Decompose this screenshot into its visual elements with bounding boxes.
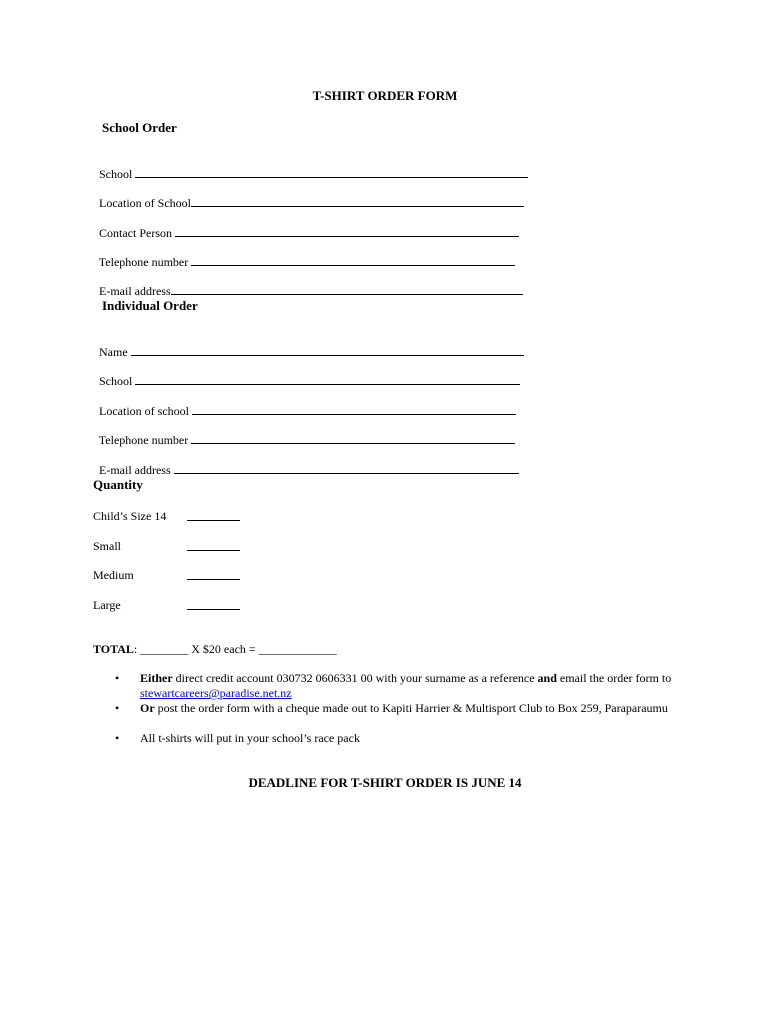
ind-telephone-field-row xyxy=(93,418,515,447)
location-field-row xyxy=(93,181,524,210)
school-field-line[interactable] xyxy=(135,166,528,178)
total-qty-blank[interactable]: ________ xyxy=(140,642,189,656)
size-large-qty-line[interactable] xyxy=(187,598,240,610)
total-price-text: X $20 each = xyxy=(191,642,256,656)
bullet-icon: • xyxy=(115,731,120,745)
and-text: and xyxy=(537,671,557,685)
ind-school-field-label: School xyxy=(99,374,133,388)
contact-field-row xyxy=(93,211,519,240)
total-label: TOTAL xyxy=(93,642,134,656)
ind-email-field-label: E-mail address xyxy=(99,463,171,477)
location-field-label: Location of School xyxy=(99,196,191,210)
email-field-row xyxy=(93,269,523,298)
size-label: Small xyxy=(93,539,122,553)
ind-location-field-row xyxy=(93,389,516,418)
ind-email-field-row xyxy=(93,448,519,477)
bullet-icon: • xyxy=(115,701,120,715)
ind-telephone-field-label: Telephone number xyxy=(98,433,189,447)
credit-text: direct credit account 030732 0606331 00 with your surname as a reference xyxy=(175,671,535,685)
ind-telephone-field-line[interactable] xyxy=(191,432,515,444)
ind-email-field-line[interactable] xyxy=(174,462,519,474)
individual-order-heading: Individual Order xyxy=(102,298,198,313)
or-text: Or xyxy=(140,701,155,715)
school-order-heading: School Order xyxy=(102,120,177,135)
ind-school-field-line[interactable] xyxy=(135,373,520,385)
school-field-label: School xyxy=(99,167,133,181)
total-amount-blank[interactable]: _____________ xyxy=(258,642,337,656)
email-field-line[interactable] xyxy=(171,283,523,295)
telephone-field-line[interactable] xyxy=(191,254,515,266)
bullet-icon: • xyxy=(115,671,120,685)
email-link[interactable]: stewartcareers@paradise.net.nz xyxy=(140,686,292,700)
quantity-heading: Quantity xyxy=(93,477,143,492)
contact-field-line[interactable] xyxy=(175,225,519,237)
telephone-field-row xyxy=(93,240,515,269)
name-field-label: Name xyxy=(99,345,128,359)
instruction-item-payment xyxy=(140,671,685,701)
size-14-qty-line[interactable] xyxy=(187,509,240,521)
instruction-item-race-pack: All t-shirts will put in your school’s race pack xyxy=(140,731,360,745)
email-form-text: email the order form to xyxy=(559,671,672,685)
either-text: Either xyxy=(140,671,173,685)
school-field-row xyxy=(93,152,528,181)
size-small-qty-line[interactable] xyxy=(187,539,240,551)
ind-location-field-line[interactable] xyxy=(192,403,516,415)
instruction-item-post xyxy=(140,701,685,716)
form-title: T-SHIRT ORDER FORM xyxy=(312,88,458,103)
size-label: Medium xyxy=(93,568,134,582)
size-medium-qty-line[interactable] xyxy=(187,568,240,580)
name-field-line[interactable] xyxy=(131,344,524,356)
ind-school-field-row xyxy=(93,359,520,388)
ind-location-field-label: Location of school xyxy=(99,404,189,418)
telephone-field-label: Telephone number xyxy=(98,255,189,269)
total-colon: : xyxy=(133,642,138,656)
deadline-notice: DEADLINE FOR T-SHIRT ORDER IS JUNE 14 xyxy=(248,775,522,790)
email-field-label: E-mail address xyxy=(99,284,171,298)
total-row xyxy=(93,642,337,656)
name-field-row xyxy=(93,330,524,359)
post-text: post the order form with a cheque made out to Kapiti Harrier & Multisport Club to Box 259, Paraparaumu xyxy=(157,701,668,715)
location-field-line[interactable] xyxy=(191,195,524,207)
size-label: Child’s Size 14 xyxy=(93,509,167,523)
contact-field-label: Contact Person xyxy=(99,226,172,240)
size-label: Large xyxy=(93,598,121,612)
